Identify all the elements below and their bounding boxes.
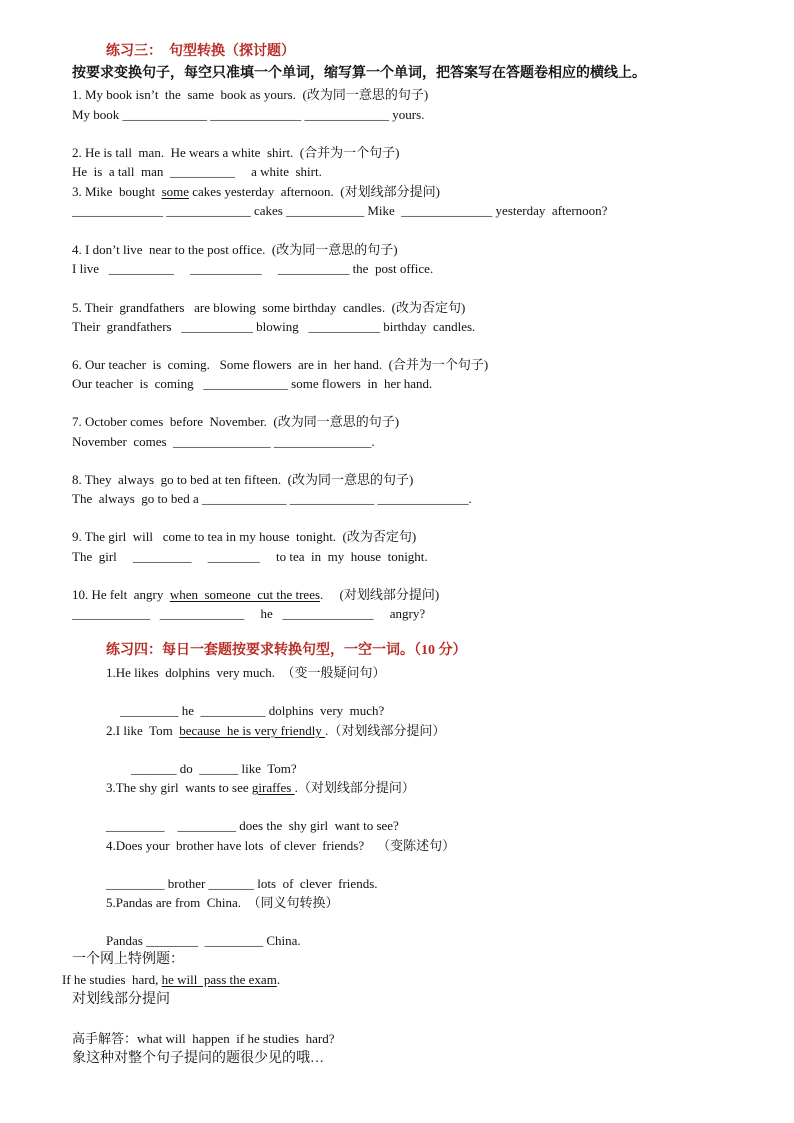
s3-q6-answer: Our teacher is coming _____________ some flowers in her hand. — [72, 376, 433, 391]
extra-heading: 一个网上特例题： — [72, 952, 184, 967]
s3-q4-text: 4. I don’t live near to the post office. (改为同一意思的句子) — [72, 242, 398, 257]
s3-q8-text: 8. They always go to bed at ten fifteen. (改为同一意思的句子) — [72, 472, 414, 487]
extra-example-underlined: he will pass the exam — [161, 972, 277, 987]
s3-q2-answer: He is a tall man __________ a white shirt. — [72, 164, 322, 179]
s3-q3-underlined: some — [161, 184, 190, 199]
s4-q2-text — [106, 721, 445, 740]
s4-q2-post: .（对划线部分提问） — [325, 723, 446, 738]
s3-q3-pre: 3. Mike bought — [72, 184, 162, 199]
s3-q10-pre: 10. He felt angry — [72, 587, 170, 602]
extra-instruction: 对划线部分提问 — [72, 992, 170, 1007]
section3-instruction: 按要求变换句子，每空只准填一个单词，缩写算一个单词，把答案写在答题卷相应的横线上。 — [72, 66, 646, 81]
s4-q1-answer: _________ he __________ dolphins very much? — [120, 703, 385, 718]
s3-q3-text — [72, 182, 440, 201]
extra-example-pre: If he studies hard, — [62, 972, 162, 987]
s4-q3-answer: _________ _________ does the shy girl want to see? — [106, 818, 399, 833]
extra-note: 象这种对整个句子提问的题很少见的哦… — [72, 1051, 324, 1066]
s3-q2-text: 2. He is tall man. He wears a white shirt. (合并为一个句子) — [72, 145, 400, 160]
s4-q2-underlined: because he is very friendly — [179, 723, 326, 738]
s3-q4-answer: I live __________ ___________ ___________ the post office. — [72, 261, 434, 276]
extra-answer: 高手解答：what will happen if he studies hard? — [72, 1031, 335, 1046]
s4-q5-answer: Pandas ________ _________ China. — [106, 933, 301, 948]
s4-q2-pre: 2.I like Tom — [106, 723, 180, 738]
s4-q1-text: 1.He likes dolphins very much. （变一般疑问句） — [106, 665, 386, 680]
s4-q4-text: 4.Does your brother have lots of clever friends? （变陈述句） — [106, 838, 456, 853]
s3-q10-underlined: when someone cut the trees — [169, 587, 321, 602]
s3-q7-text: 7. October comes before November. (改为同一意思的句子) — [72, 414, 400, 429]
extra-example — [62, 970, 280, 989]
s3-q3-post: cakes yesterday afternoon. (对划线部分提问) — [189, 184, 440, 199]
s3-q10-answer: ____________ _____________ he ______________ angry? — [72, 606, 426, 621]
s3-q9-text: 9. The girl will come to tea in my house tonight. (改为否定句) — [72, 529, 417, 544]
s3-q7-answer: November comes _______________ _______________. — [72, 434, 375, 449]
section3-title: 练习三： 句型转换（探讨题） — [106, 44, 295, 59]
extra-example-post: . — [276, 972, 281, 987]
s3-q5-answer: Their grandfathers ___________ blowing ___________ birthday candles. — [72, 319, 476, 334]
s4-q3-post: .（对划线部分提问） — [294, 780, 415, 795]
s4-q3-pre: 3.The shy girl wants to see — [106, 780, 252, 795]
s3-q1-answer: My book _____________ ______________ _____________ yours. — [72, 107, 425, 122]
s3-q6-text: 6. Our teacher is coming. Some flowers are in her hand. (合并为一个句子) — [72, 357, 489, 372]
s3-q10-text — [72, 585, 439, 604]
section4-title: 练习四：每日一套题按要求转换句型，一空一词。（10 分） — [106, 643, 467, 658]
s4-q3-underlined: giraffes — [251, 780, 295, 795]
s3-q8-answer: The always go to bed a _____________ _____________ ______________. — [72, 491, 472, 506]
s3-q10-post: . (对划线部分提问) — [320, 587, 440, 602]
s3-q9-answer: The girl _________ ________ to tea in my house tonight. — [72, 549, 428, 564]
s3-q1-text: 1. My book isn’t the same book as yours. (改为同一意思的句子) — [72, 87, 429, 102]
s4-q4-answer: _________ brother _______ lots of clever friends. — [106, 876, 378, 891]
s4-q2-answer: _______ do ______ like Tom? — [131, 761, 297, 776]
s3-q5-text: 5. Their grandfathers are blowing some birthday candles. (改为否定句) — [72, 300, 466, 315]
s3-q3-answer: ______________ _____________ cakes ____________ Mike ______________ yesterday afternoon? — [72, 203, 608, 218]
s4-q5-text: 5.Pandas are from China. （同义句转换） — [106, 895, 339, 910]
s4-q3-text — [106, 778, 415, 797]
